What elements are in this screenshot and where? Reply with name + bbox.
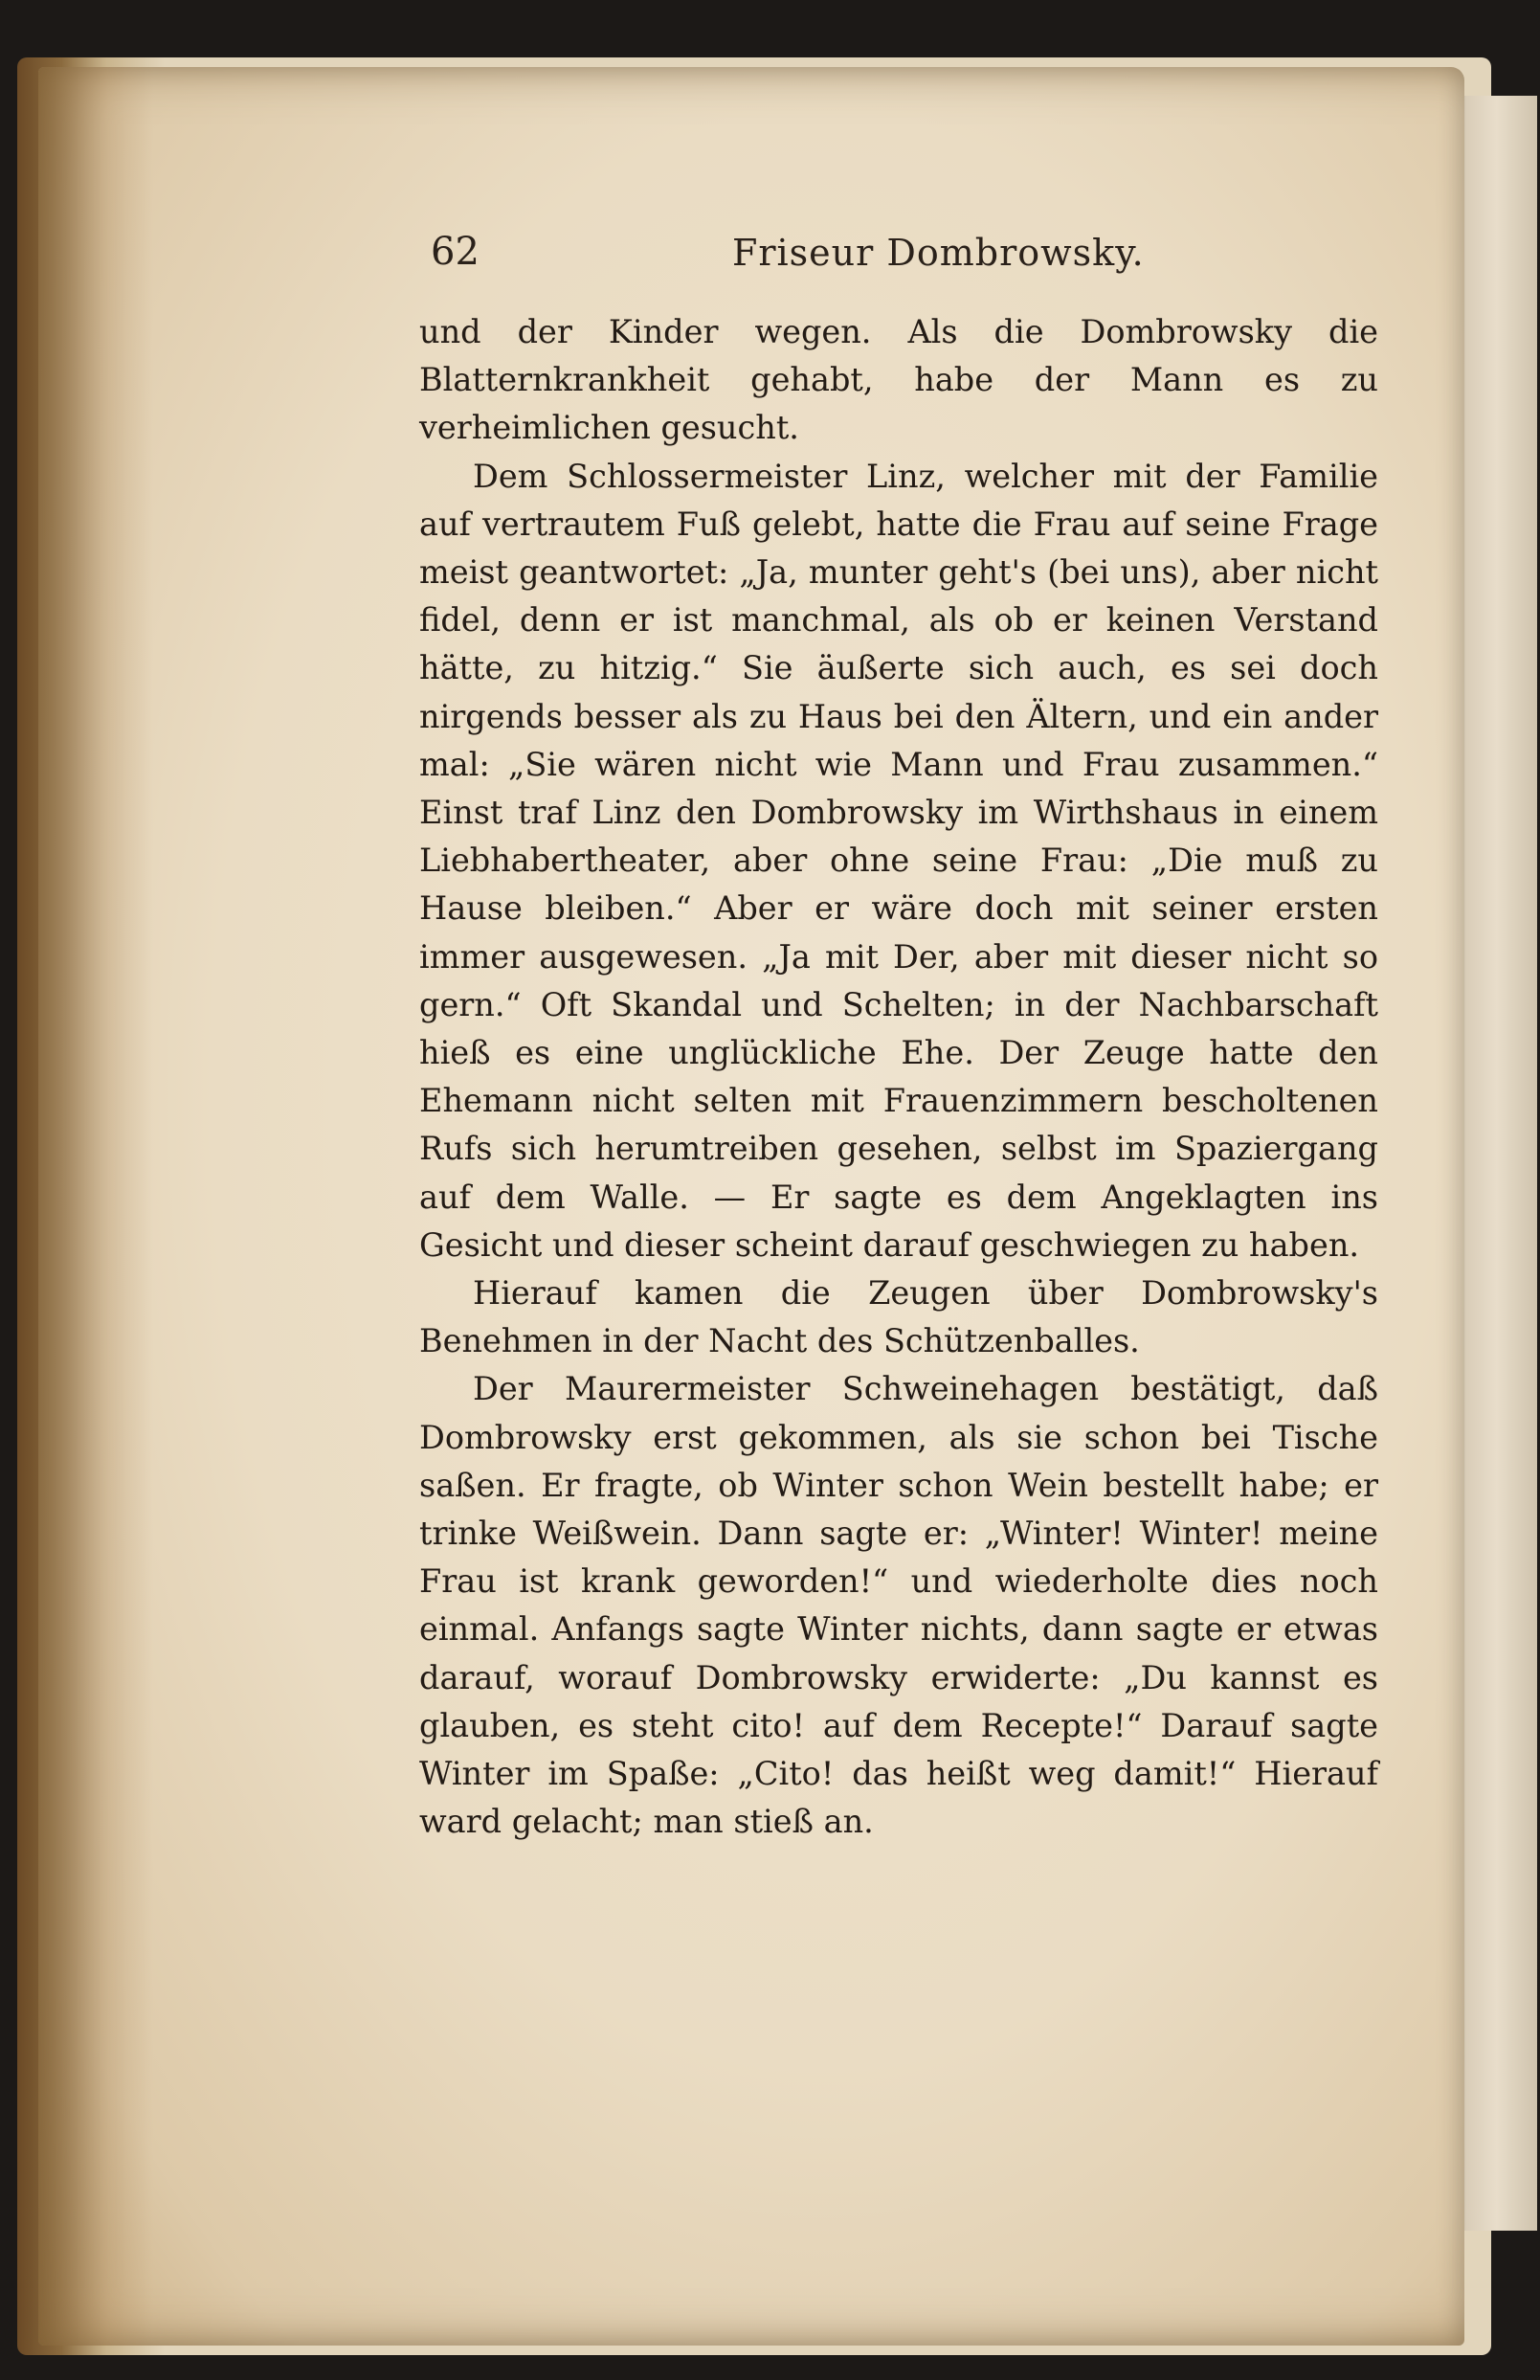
page-header: [431, 230, 1388, 297]
running-title: Friseur Dombrowsky.: [732, 232, 1145, 274]
paragraph: Hierauf kamen die Zeugen über Dombrowsky's Benehmen in der Nacht des Schützenballes.: [419, 1274, 1378, 1360]
paragraph: Dem Schlossermeister Linz, welcher mit der Familie auf vertrautem Fuß gelebt, hatte die Frau auf seine Frage meist geantwortet: „Ja, munter geht's (bei uns), aber nicht fidel, denn er ist manchmal, als ob er keinen Verstand hätte, zu hitzig.“ Sie äußerte sich auch, es sei doch nirgends besser als zu Haus bei den Ältern, und ein ander mal: „Sie wären nicht wie Mann und Frau zusammen.“ Einst traf Linz den Dombrowsky im Wirthshaus in einem Liebhabertheater, aber ohne seine Frau: „Die muß zu Hause bleiben.“ Aber er wäre doch mit seiner ersten immer ausgewesen. „Ja mit Der, aber mit dieser nicht so gern.“ Oft Skandal und Schelten; in der Nachbarschaft hieß es eine unglückliche Ehe. Der Zeuge hatte den Ehemann nicht selten mit Frauenzimmern bescholtenen Rufs sich herumtreiben gesehen, selbst im Spaziergang auf dem Walle. — Er sagte es dem Angeklagten ins Gesicht und dieser scheint darauf geschwiegen zu haben.: [419, 457, 1378, 1264]
page-number: 62: [431, 230, 480, 274]
paragraph: Der Maurermeister Schweinehagen bestätigt, daß Dombrowsky erst gekommen, als sie schon bei Tische saßen. Er fragte, ob Winter schon Wein bestellt habe; er trinke Weißwein. Dann sagte er: „Winter! Winter! meine Frau ist krank geworden!“ und wiederholte dies noch einmal. Anfangs sagte Winter nichts, dann sagte er etwas darauf, worauf Dombrowsky erwiderte: „Du kannst es glauben, es steht cito! auf dem Recepte!“ Darauf sagte Winter im Spaße: „Cito! das heißt weg damit!“ Hierauf ward gelacht; man stieß an.: [419, 1370, 1378, 1841]
paragraph: und der Kinder wegen. Als die Dombrowsky die Blatternkrankheit gehabt, habe der Mann es zu verheimlichen gesucht.: [419, 313, 1378, 447]
spine-stain: [38, 67, 153, 2346]
body-text: [419, 308, 1378, 1847]
